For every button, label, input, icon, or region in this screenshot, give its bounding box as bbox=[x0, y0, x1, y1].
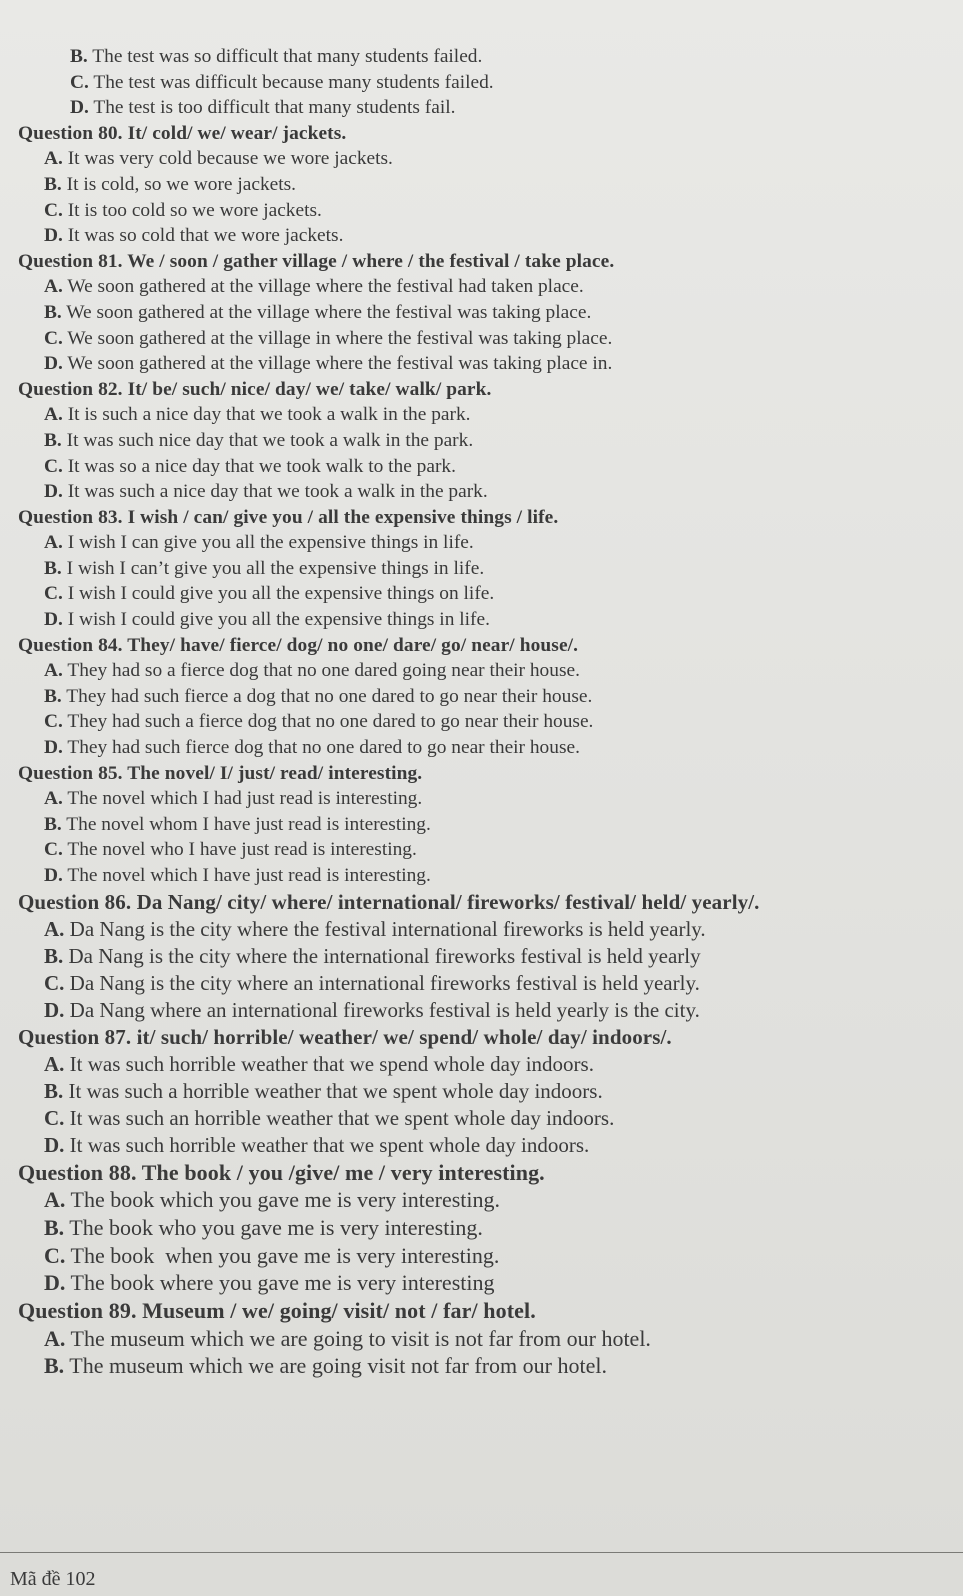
option-letter: A. bbox=[44, 660, 63, 682]
option-line bbox=[18, 274, 953, 300]
question-80 bbox=[18, 121, 953, 249]
question-82 bbox=[18, 377, 953, 505]
option-line bbox=[18, 1352, 953, 1380]
option-text: They had so a fierce dog that no one dared going near their house. bbox=[67, 660, 580, 682]
option-letter: C. bbox=[44, 970, 65, 995]
option-letter: A. bbox=[44, 1051, 65, 1076]
option-letter: B. bbox=[44, 813, 62, 835]
option-text: We soon gathered at the village where the festival was taking place. bbox=[66, 301, 592, 323]
option-text: The novel whom I have just read is interesting. bbox=[66, 813, 431, 835]
option-letter: B. bbox=[44, 557, 62, 579]
question-87 bbox=[18, 1024, 953, 1159]
option-text: They had such fierce a dog that no one dared to go near their house. bbox=[66, 685, 593, 707]
question-heading: Question 80. It/ cold/ we/ wear/ jackets. bbox=[18, 122, 347, 144]
option-letter: D. bbox=[44, 865, 63, 886]
option-text: It was such horrible weather that we spend whole day indoors. bbox=[69, 1051, 594, 1076]
option-letter: D. bbox=[44, 353, 63, 375]
option-letter: D. bbox=[44, 997, 65, 1022]
option-text: It was so a nice day that we took walk to the park. bbox=[67, 455, 456, 477]
option-text: It was very cold because we wore jackets. bbox=[67, 148, 393, 170]
option-line bbox=[18, 172, 953, 198]
option-text: It was such a horrible weather that we spent whole day indoors. bbox=[68, 1078, 603, 1103]
option-letter: B. bbox=[44, 685, 62, 707]
option-line bbox=[18, 863, 953, 889]
option-letter: A. bbox=[44, 1187, 66, 1213]
option-text: We soon gathered at the village in where the festival was taking place. bbox=[67, 327, 613, 349]
carryover-options bbox=[18, 44, 953, 121]
option-text: It was such a nice day that we took a walk in the park. bbox=[67, 481, 488, 503]
option-line bbox=[18, 428, 953, 454]
option-text: It is too cold so we wore jackets. bbox=[67, 199, 322, 221]
option-letter: C. bbox=[44, 1242, 66, 1268]
option-text: They had such a fierce dog that no one dared to go near their house. bbox=[67, 711, 594, 733]
option-line bbox=[44, 44, 953, 70]
option-line bbox=[18, 735, 953, 761]
option-text: The book where you gave me is very interesting bbox=[70, 1270, 495, 1296]
option-letter: A. bbox=[44, 148, 63, 170]
option-letter: B. bbox=[44, 1353, 65, 1379]
option-line bbox=[18, 837, 953, 863]
option-letter: C. bbox=[44, 583, 63, 605]
option-letter: B. bbox=[44, 1078, 64, 1103]
option-letter: D. bbox=[44, 609, 63, 631]
option-text: Da Nang where an international fireworks festival is held yearly is the city. bbox=[69, 997, 700, 1022]
option-letter: C. bbox=[44, 1105, 65, 1130]
option-letter: C. bbox=[44, 455, 63, 477]
option-line bbox=[44, 95, 953, 121]
option-letter: B. bbox=[44, 173, 62, 195]
question-heading: Question 84. They/ have/ fierce/ dog/ no one/ dare/ go/ near/ house/. bbox=[18, 634, 579, 656]
option-text: It is cold, so we wore jackets. bbox=[66, 173, 297, 195]
option-text: The book when you gave me is very interesting. bbox=[70, 1242, 500, 1268]
option-text: The novel who I have just read is interesting. bbox=[67, 839, 417, 861]
question-89 bbox=[18, 1297, 953, 1380]
question-83 bbox=[18, 505, 953, 633]
option-letter: C. bbox=[70, 71, 89, 93]
option-text: We soon gathered at the village where the festival had taken place. bbox=[67, 276, 584, 298]
option-letter: B. bbox=[44, 943, 64, 968]
option-text: The test is too difficult that many students fail. bbox=[93, 97, 456, 119]
question-81 bbox=[18, 249, 953, 377]
option-letter: D. bbox=[70, 97, 89, 119]
question-heading: Question 82. It/ be/ such/ nice/ day/ we/ take/ walk/ park. bbox=[18, 378, 492, 400]
option-letter: A. bbox=[44, 404, 63, 426]
option-text: The museum which we are going visit not far from our hotel. bbox=[69, 1353, 607, 1379]
question-heading: Question 86. Da Nang/ city/ where/ international/ fireworks/ festival/ held/ yearly/. bbox=[18, 889, 760, 914]
question-heading: Question 81. We / soon / gather village / where / the festival / take place. bbox=[18, 250, 615, 272]
option-line bbox=[18, 530, 953, 556]
question-heading: Question 88. The book / you /give/ me / very interesting. bbox=[18, 1159, 545, 1185]
option-line bbox=[18, 479, 953, 505]
option-letter: C. bbox=[44, 711, 63, 733]
option-text: The book which you gave me is very interesting. bbox=[70, 1187, 501, 1213]
option-letter: D. bbox=[44, 737, 63, 759]
option-text: I wish I could give you all the expensive things on life. bbox=[67, 583, 495, 605]
option-line bbox=[18, 1186, 953, 1214]
option-line bbox=[18, 943, 953, 970]
option-line bbox=[18, 556, 953, 582]
option-text: Da Nang is the city where the international fireworks festival is held yearly bbox=[68, 943, 701, 968]
option-letter: B. bbox=[44, 429, 62, 451]
option-line bbox=[18, 223, 953, 249]
exam-code: Mã đề 102 bbox=[10, 1568, 96, 1590]
option-letter: D. bbox=[44, 481, 63, 503]
option-line bbox=[18, 1325, 953, 1353]
option-letter: C. bbox=[44, 199, 63, 221]
option-line bbox=[18, 581, 953, 607]
option-text: It was so cold that we wore jackets. bbox=[67, 225, 344, 247]
option-text: Da Nang is the city where an international fireworks festival is held yearly. bbox=[69, 970, 700, 995]
question-84 bbox=[18, 633, 953, 761]
option-text: The test was difficult because many students failed. bbox=[93, 71, 494, 93]
option-line bbox=[18, 454, 953, 480]
option-line bbox=[18, 1132, 953, 1159]
option-letter: A. bbox=[44, 788, 63, 810]
option-text: It was such nice day that we took a walk in the park. bbox=[66, 429, 474, 451]
question-heading: Question 89. Museum / we/ going/ visit/ not / far/ hotel. bbox=[18, 1298, 536, 1324]
option-line bbox=[18, 351, 953, 377]
option-text: The test was so difficult that many students failed. bbox=[92, 46, 483, 67]
option-line bbox=[18, 709, 953, 735]
option-letter: C. bbox=[44, 839, 63, 861]
option-letter: B. bbox=[44, 1214, 65, 1240]
option-letter: B. bbox=[70, 46, 88, 67]
option-text: The museum which we are going to visit is not far from our hotel. bbox=[70, 1325, 651, 1351]
option-text: I wish I can’t give you all the expensive things in life. bbox=[66, 557, 485, 579]
option-line bbox=[18, 1242, 953, 1270]
option-line bbox=[18, 658, 953, 684]
option-line bbox=[18, 970, 953, 997]
option-line bbox=[18, 812, 953, 838]
option-line bbox=[18, 916, 953, 943]
question-heading: Question 83. I wish / can/ give you / all the expensive things / life. bbox=[18, 506, 559, 528]
option-text: It was such an horrible weather that we spent whole day indoors. bbox=[69, 1105, 615, 1130]
question-85 bbox=[18, 761, 953, 889]
option-line bbox=[18, 198, 953, 224]
option-line bbox=[18, 146, 953, 172]
question-heading: Question 85. The novel/ I/ just/ read/ interesting. bbox=[18, 762, 423, 784]
option-letter: D. bbox=[44, 1270, 66, 1296]
option-letter: D. bbox=[44, 1132, 65, 1157]
footer-divider bbox=[0, 1552, 963, 1553]
option-line bbox=[18, 1105, 953, 1132]
option-text: I wish I could give you all the expensive things in life. bbox=[67, 609, 490, 631]
option-text: They had such fierce dog that no one dared to go near their house. bbox=[67, 737, 580, 759]
option-letter: D. bbox=[44, 225, 63, 247]
option-letter: B. bbox=[44, 301, 62, 323]
option-text: The novel which I have just read is interesting. bbox=[67, 865, 431, 886]
option-text: It was such horrible weather that we spent whole day indoors. bbox=[69, 1132, 590, 1157]
option-letter: A. bbox=[44, 916, 65, 941]
option-line bbox=[18, 786, 953, 812]
option-letter: A. bbox=[44, 276, 63, 298]
option-text: The novel which I had just read is interesting. bbox=[67, 788, 423, 810]
question-88 bbox=[18, 1159, 953, 1297]
option-line bbox=[18, 607, 953, 633]
option-letter: C. bbox=[44, 327, 63, 349]
option-line bbox=[18, 684, 953, 710]
option-line bbox=[18, 402, 953, 428]
option-line bbox=[18, 326, 953, 352]
option-line bbox=[18, 1269, 953, 1297]
question-heading: Question 87. it/ such/ horrible/ weather/ we/ spend/ whole/ day/ indoors/. bbox=[18, 1024, 672, 1049]
option-text: We soon gathered at the village where the festival was taking place in. bbox=[67, 353, 613, 375]
option-line bbox=[44, 70, 953, 96]
option-text: I wish I can give you all the expensive things in life. bbox=[67, 532, 474, 554]
option-line bbox=[18, 1051, 953, 1078]
option-line bbox=[18, 1078, 953, 1105]
question-86 bbox=[18, 889, 953, 1024]
option-line bbox=[18, 997, 953, 1024]
option-text: It is such a nice day that we took a walk in the park. bbox=[67, 404, 471, 426]
option-letter: A. bbox=[44, 532, 63, 554]
option-text: Da Nang is the city where the festival international fireworks is held yearly. bbox=[69, 916, 706, 941]
option-letter: A. bbox=[44, 1325, 66, 1351]
option-line bbox=[18, 1214, 953, 1242]
option-line bbox=[18, 300, 953, 326]
option-text: The book who you gave me is very interesting. bbox=[69, 1214, 483, 1240]
